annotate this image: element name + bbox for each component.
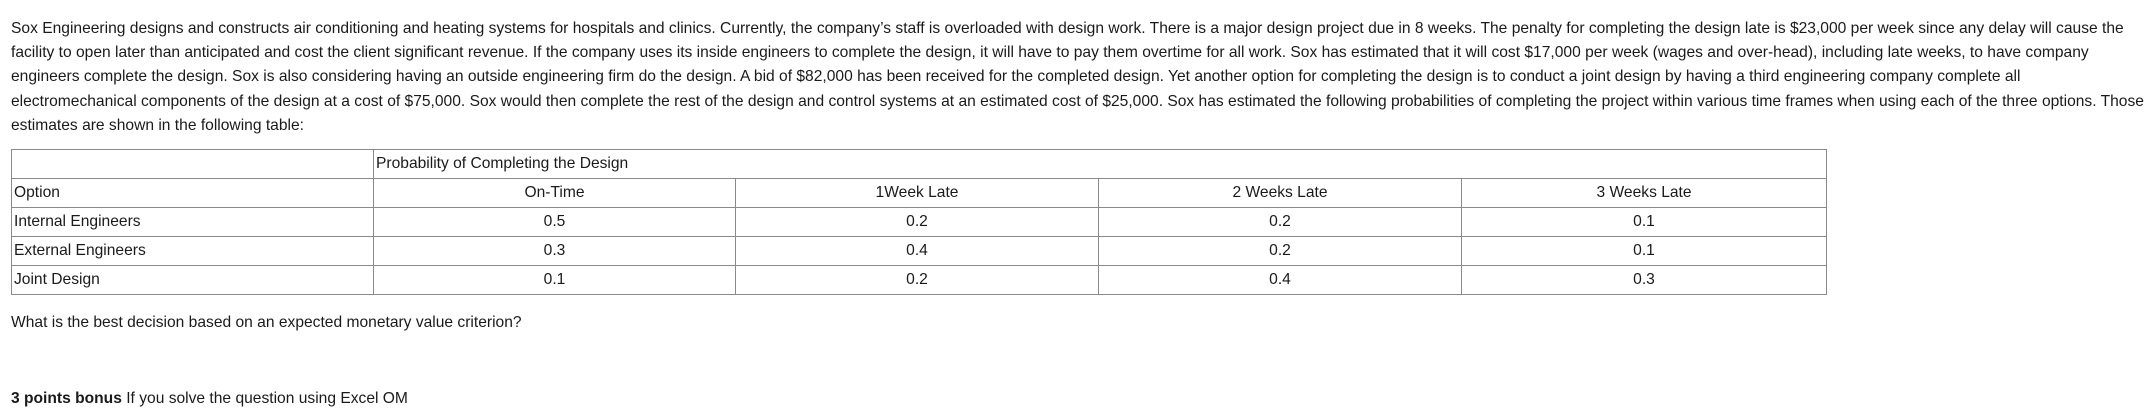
table-row <box>12 237 1827 266</box>
table-cell: Joint Design <box>12 266 374 295</box>
table-header-cell: Option <box>12 179 374 208</box>
table-cell: 0.1 <box>374 266 736 295</box>
table-header-cell: 3 Weeks Late <box>1462 179 1827 208</box>
table-cell: 0.3 <box>1462 266 1827 295</box>
table-cell: 0.1 <box>1462 208 1827 237</box>
table-cell: 0.1 <box>1462 237 1827 266</box>
table-cell: 0.2 <box>736 266 1099 295</box>
bonus-text: If you solve the question using Excel OM <box>121 390 408 408</box>
bonus-label: 3 points bonus <box>11 390 122 408</box>
table-cell: 0.3 <box>374 237 736 266</box>
table-cell: External Engineers <box>12 237 374 266</box>
table-group-header-row <box>12 150 1827 179</box>
table-header-cell: 2 Weeks Late <box>1099 179 1462 208</box>
table-empty-cell <box>12 150 374 179</box>
table-cell: 0.4 <box>736 237 1099 266</box>
table-header-row <box>12 179 1827 208</box>
table-cell: 0.2 <box>736 208 1099 237</box>
table-row <box>12 208 1827 237</box>
problem-description: Sox Engineering designs and constructs air conditioning and heating systems for hospitals and clinics. Currently, the company’s staff is overloaded with design work. There is a major design project due in 8 weeks. The penalty for completing the design late is $23,000 per week since any delay will cause the facility to open later than anticipated and cost the client significant revenue. If the company uses its inside engineers to complete the design, it will have to pay them overtime for all work. Sox has estimated that it will cost $17,000 per week (wages and over-head), including late weeks, to have company engineers complete the design. Sox is also considering having an outside engineering firm do the design. A bid of $82,000 has been received for the completed design. Yet another option for completing the design is to conduct a joint design by having a third engineering company complete all electromechanical components of the design at a cost of $75,000. Sox would then complete the rest of the design and control systems at an estimated cost of $25,000. Sox has estimated the following probabilities of completing the project within various time frames when using each of the three options. Those estimates are shown in the following table: <box>11 20 2144 134</box>
table-header-cell: 1Week Late <box>736 179 1099 208</box>
table-cell: Internal Engineers <box>12 208 374 237</box>
table-cell: 0.5 <box>374 208 736 237</box>
table-header-cell: On-Time <box>374 179 736 208</box>
probability-table <box>11 149 1827 295</box>
table-cell: 0.2 <box>1099 208 1462 237</box>
table-cell: 0.4 <box>1099 266 1462 295</box>
table-row <box>12 266 1827 295</box>
table-group-header: Probability of Completing the Design <box>374 150 1827 179</box>
question-text: What is the best decision based on an expected monetary value criterion? <box>11 314 522 332</box>
table-cell: 0.2 <box>1099 237 1462 266</box>
bonus-note <box>11 388 2146 410</box>
